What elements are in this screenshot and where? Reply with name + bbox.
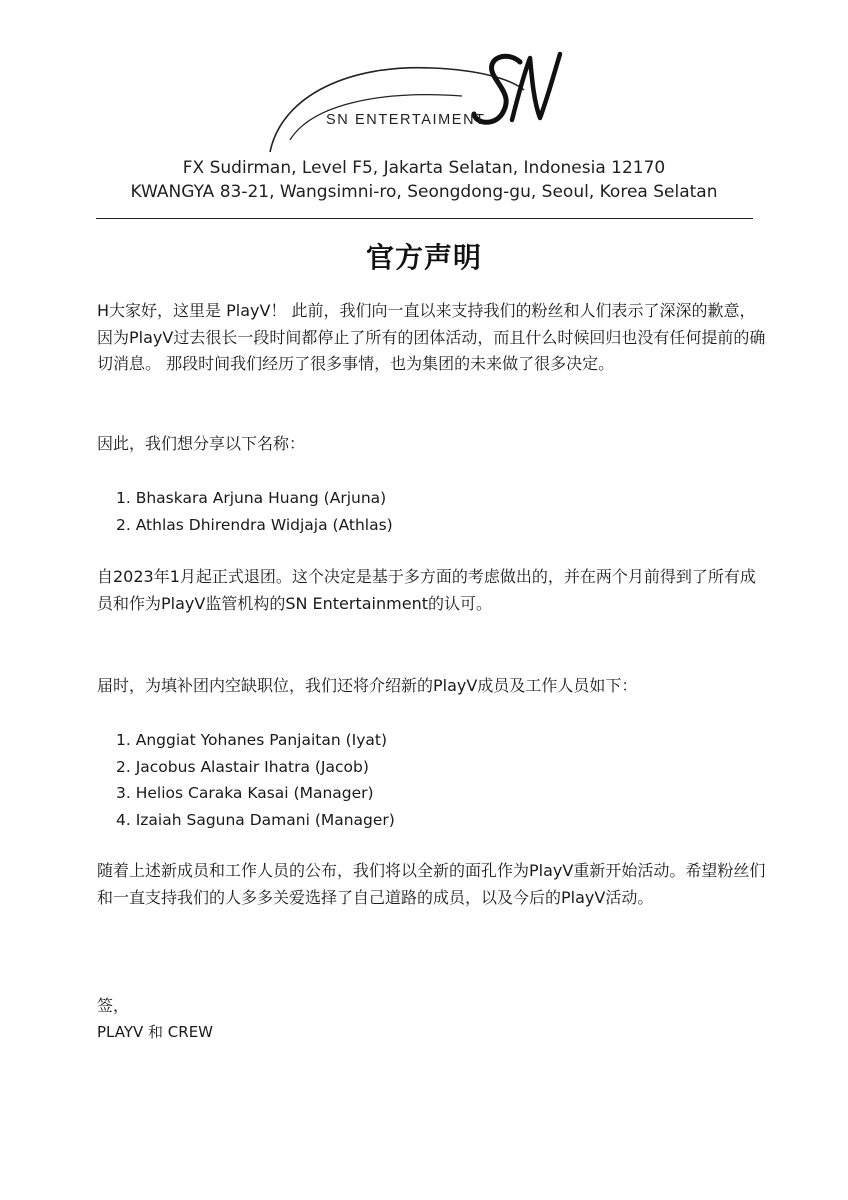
signature: PLAYV 和 CREW [97,1023,214,1041]
document-title: 官方声明 [365,241,482,274]
list-item: 2. Jacobus Alastair Ihatra (Jacob) [116,757,369,776]
list-item: 4. Izaiah Saguna Damani (Manager) [116,810,395,829]
list-item: 1. Anggiat Yohanes Panjaitan (Iyat) [116,731,388,749]
address-line-1: FX Sudirman, Level F5, Jakarta Selatan, Indonesia 12170 [182,158,666,178]
paragraph-closing: 随着上述新成员和工作人员的公布，我们将以全新的面孔作为PlayV重新开始活动。希望粉丝们和一直支持我们的人多多关爱选择了自己道路的成员，以及今后的PlayV活动。 [97,861,766,907]
sign-off: 签， [97,996,130,1015]
logo-text: SN ENTERTAIMENT [326,112,486,128]
departing-members-list [116,485,393,538]
address-line-2: KWANGYA 83-21, Wangsimni-ro, Seongdong-gu, Seoul, Korea Selatan [130,182,718,202]
paragraph-names-intro: 因此，我们想分享以下名称： [97,434,306,453]
list-item: 2. Athlas Dhirendra Widjaja (Athlas) [116,515,393,534]
paragraph-intro: H大家好，这里是 PlayV！ 此前，我们向一直以来支持我们的粉丝和人们表示了深深的歉意，因为PlayV过去很长一段时间都停止了所有的团体活动，而且什么时候回归也没有任何提前的确切消息。 那段时间我们经历了很多事情，也为集团的未来做了很多决定。 [97,301,766,374]
paragraph-new-members-intro: 届时，为填补团内空缺职位，我们还将介绍新的PlayV成员及工作人员如下： [97,676,638,695]
logo-swoosh [270,68,524,152]
paragraph-departure: 自2023年1月起正式退团。这个决定是基于多方面的考虑做出的，并在两个月前得到了所有成员和作为PlayV监管机构的SN Entertainment的认可。 [97,567,756,613]
header-divider [96,218,753,219]
list-item: 1. Bhaskara Arjuna Huang (Arjuna) [116,489,387,507]
new-members-list [116,727,395,833]
list-item: 3. Helios Caraka Kasai (Manager) [116,784,374,803]
sn-entertainment-logo [262,44,572,164]
